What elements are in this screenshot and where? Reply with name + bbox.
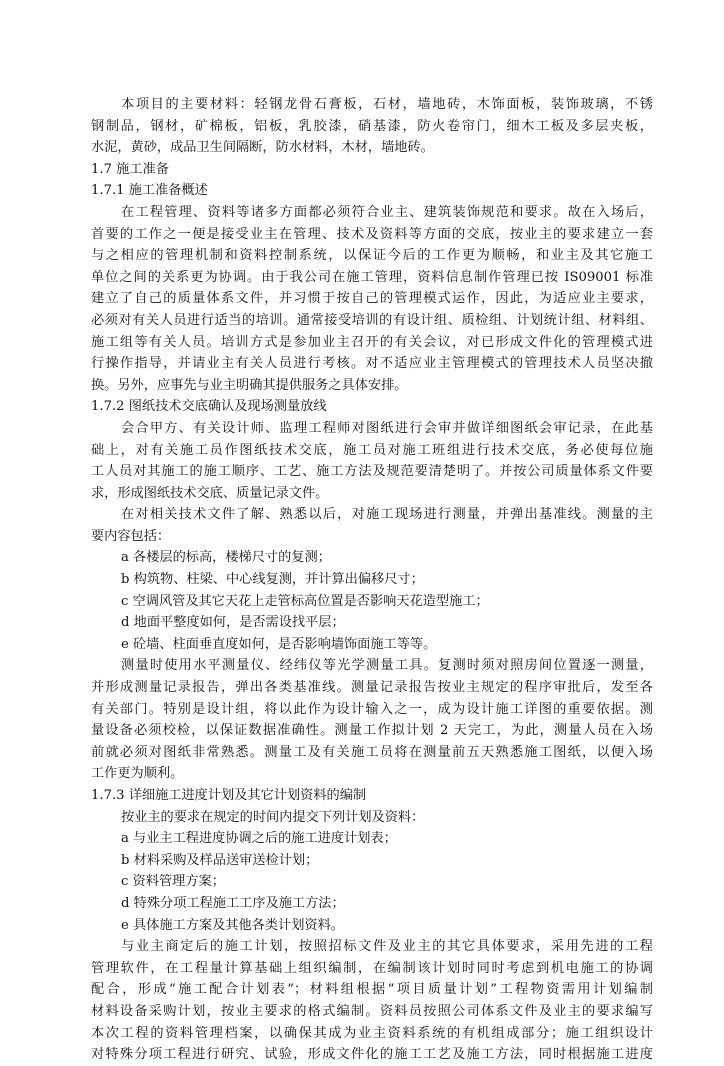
text-line: 工人员对其施工的施工顺序、工艺、施工方法及规范要清楚明了。并按公司质量体系文件要 (91, 464, 653, 480)
text-line: 钢制品，钢材，矿棉板，铝板，乳胶漆，硝基漆，防火卷帘门，细木工板及多层夹板， (91, 118, 653, 134)
text-line: 换。另外，应事先与业主明确其提供服务之具体安排。 (91, 377, 408, 393)
text-line: a 各楼层的标高，楼梯尺寸的复测； (121, 550, 331, 566)
text-line: 按业主的要求在规定的时间内提交下列计划及资料： (121, 809, 425, 825)
text-line: 单位之间的关系更为协调。由于我公司在施工管理，资料信息制作管理已按 IS09001 标准 (91, 269, 653, 285)
text-line: 对特殊分项工程进行研究、试验，形成文件化的施工工艺及施工方法，同时根据施工进度 (91, 1047, 653, 1063)
document-page (91, 94, 653, 1066)
section-heading: 1.7.2 图纸技术交底确认及现场测量放线 (91, 399, 327, 415)
text-line: 工作更为顺利。 (91, 766, 184, 782)
text-line: 本项目的主要材料：轻钢龙骨石膏板，石材，墙地砖，木饰面板，装饰玻璃，不锈 (121, 97, 653, 112)
text-line: 测量时使用水平测量仪、经纬仪等光学测量工具。复测时须对照房间位置逐一测量， (121, 658, 653, 674)
text-line: 在对相关技术文件了解、熟悉以后，对施工现场进行测量，并弹出基准线。测量的主 (121, 507, 653, 523)
text-line: 施工组等有关人员。培训方式是参加业主召开的有关会议，对已形成文件化的管理模式进 (91, 334, 653, 350)
text-line: 配合，形成“施工配合计划表”；材料组根据“项目质量计划”工程物资需用计划编制 (91, 982, 653, 998)
text-line: 行操作指导，并请业主有关人员进行考核。对不适应业主管理模式的管理技术人员坚决撤 (91, 356, 653, 372)
text-line: d 特殊分项工程施工工序及施工方法； (121, 895, 345, 911)
text-line: c 资料管理方案； (121, 874, 225, 890)
text-line: 量设备必须校检，以保证数据准确性。测量工作拟计划 2 天完工，为此，测量人员在入场 (91, 723, 653, 739)
text-line: 建立了自己的质量体系文件，并习惯于按自己的管理模式运作，因此，为适应业主要求， (91, 291, 653, 307)
text-line: 前就必须对图纸非常熟悉。测量工及有关施工员将在测量前五天熟悉施工图纸，以便入场 (91, 744, 653, 760)
text-line: 必须对有关人员进行适当的培训。通常接受培训的有设计组、质检组、计划统计组、材料组、 (91, 312, 653, 328)
text-line: 本次工程的资料管理档案，以确保其成为业主资料系统的有机组成部分；施工组织设计 (91, 1025, 653, 1041)
text-line: 水泥，黄砂，成品卫生间隔断，防水材料，木材，墙地砖。 (91, 140, 434, 156)
text-line: 会合甲方、有关设计师、监理工程师对图纸进行会审并做详细图纸会审记录，在此基 (121, 420, 653, 436)
section-heading: 1.7.3 详细施工进度计划及其它计划资料的编制 (91, 788, 367, 803)
text-line: 础上，对有关施工员作图纸技术交底，施工员对施工班组进行技术交底，务必使每位施 (91, 442, 653, 458)
text-line: e 具体施工方案及其他各类计划资料。 (121, 917, 344, 933)
text-line: 首要的工作之一便是接受业主在管理、技术及资料等方面的交底，按业主的要求建立一套 (91, 226, 653, 242)
text-line: 并形成测量记录报告，弹出各类基准线。测量记录报告按业主规定的程序审批后，发至各 (91, 680, 653, 696)
text-line: e 砼墙、柱面垂直度如何，是否影响墙饰面施工等等。 (121, 636, 437, 652)
text-line: 在工程管理、资料等诸多方面都必须符合业主、建筑装饰规范和要求。故在入场后， (121, 204, 653, 220)
text-line: 求，形成图纸技术交底、质量记录文件。 (91, 485, 329, 501)
text-line: a 与业主工程进度协调之后的施工进度计划表； (121, 831, 397, 847)
section-heading: 1.7 施工准备 (91, 161, 169, 177)
text-line: 材料设备采购计划，按业主要求的格式编制。资料员按照公司体系文件及业主的要求编写 (91, 1003, 653, 1019)
text-line: 有关部门。特别是设计组，将以此作为设计输入之一，成为设计施工详图的重要依据。测 (91, 701, 653, 717)
text-line: c 空调风管及其它天花上走管标高位置是否影响天花造型施工； (121, 593, 489, 609)
text-line: 与之相应的管理机制和资料控制系统，以保证今后的工作更为顺畅，和业主及其它施工 (91, 248, 653, 264)
text-line: 要内容包括： (91, 528, 171, 544)
text-line: b 构筑物、柱梁、中心线复测，并计算出偏移尺寸； (121, 572, 424, 588)
text-line: 管理软件，在工程量计算基础上组织编制，在编制该计划时同时考虑到机电施工的协调 (91, 960, 653, 976)
text-line: b 材料采购及样品送审送检计划； (121, 852, 319, 868)
text-line: 与业主商定后的施工计划，按照招标文件及业主的其它具体要求，采用先进的工程 (121, 939, 653, 955)
text-line: d 地面平整度如何，是否需设找平层； (121, 615, 345, 631)
section-heading: 1.7.1 施工准备概述 (91, 183, 208, 199)
